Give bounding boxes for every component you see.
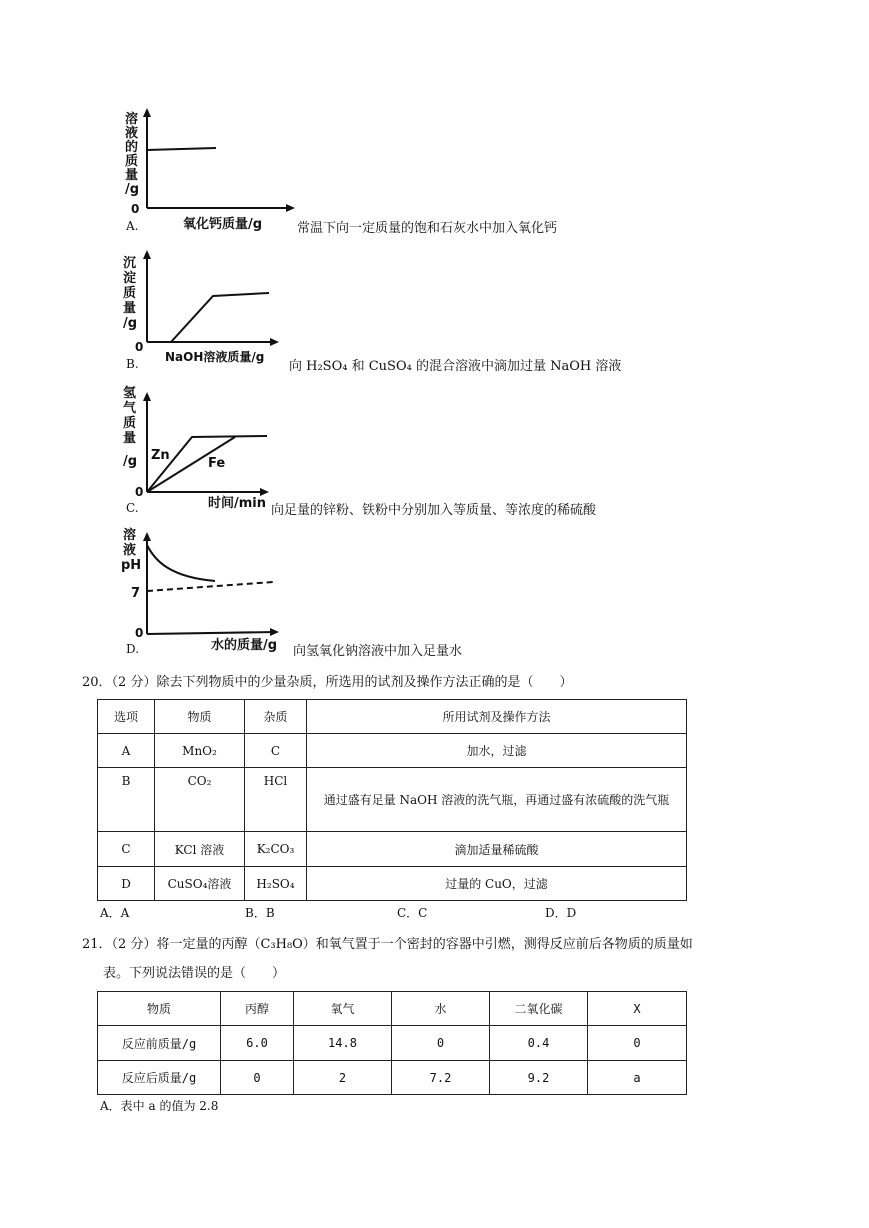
graph-a-svg bbox=[115, 105, 295, 232]
q21-header-cell: 氧气 bbox=[294, 992, 392, 1026]
graph-b-ylabel-4: /g bbox=[123, 316, 138, 331]
option-d-caption: 向氢氧化钠溶液中加入足量水 bbox=[293, 644, 463, 659]
graph-d-ylabel-0: 溶 bbox=[123, 528, 137, 543]
graph-d-ylabel-2: pH bbox=[121, 558, 142, 573]
graph-a-ylabel-3: 质 bbox=[125, 154, 139, 169]
q21-cell: 14.8 bbox=[294, 1026, 392, 1061]
q20-cell: H₂SO₄ bbox=[245, 867, 307, 901]
graph-a-ylabel-4: 量 bbox=[125, 168, 139, 183]
graph-b-ylabel-0: 沉 bbox=[123, 256, 137, 271]
graph-c-ylabel-1: 气 bbox=[123, 401, 137, 416]
q20-choice-d: D．D bbox=[545, 906, 577, 920]
q20-choice-c: C．C bbox=[397, 906, 428, 920]
q20-header-cell: 所用试剂及操作方法 bbox=[307, 700, 687, 734]
graph-b-ylabel-2: 质 bbox=[123, 286, 137, 301]
q20-cell: C bbox=[245, 734, 307, 768]
option-a-caption: 常温下向一定质量的饱和石灰水中加入氧化钙 bbox=[297, 221, 558, 236]
q20-cell: K₂CO₃ bbox=[245, 832, 307, 867]
q21-header-cell: 水 bbox=[392, 992, 490, 1026]
q20-cell: CuSO₄溶液 bbox=[155, 867, 245, 901]
graph-c-zn-curve bbox=[147, 436, 267, 492]
q20-cell: HCl bbox=[245, 768, 307, 832]
graph-c-xlabel: 时间/min bbox=[208, 496, 267, 511]
q21-cell: 反应前质量/g bbox=[98, 1026, 221, 1061]
q21-option-a: A．表中 a 的值为 2.8 bbox=[100, 1099, 219, 1113]
graph-d-curve bbox=[147, 545, 215, 581]
graph-d-svg bbox=[115, 525, 295, 655]
q21-cell: 2 bbox=[294, 1061, 392, 1095]
option-a-letter: A. bbox=[126, 219, 139, 233]
graph-b-svg bbox=[115, 245, 290, 370]
option-d-letter: D. bbox=[126, 642, 140, 656]
table-row bbox=[98, 1026, 687, 1061]
option-c-caption: 向足量的锌粉、铁粉中分别加入等质量、等浓度的稀硫酸 bbox=[271, 503, 597, 518]
q20-cell: D bbox=[98, 867, 155, 901]
q21-stem-line1: 21．（2 分）将一定量的丙醇（C₃H₈O）和氧气置于一个密封的容器中引燃，测得反应前后各物质的质量如 bbox=[82, 937, 693, 952]
graph-a-origin: 0 bbox=[131, 202, 140, 216]
q21-header-cell: X bbox=[588, 992, 687, 1026]
graph-c-ylabel-4: /g bbox=[123, 454, 138, 469]
table-row bbox=[98, 1061, 687, 1095]
graph-c-ylabel-0: 氢 bbox=[123, 386, 137, 401]
q20-stem: 20．（2 分）除去下列物质中的少量杂质，所选用的试剂及操作方法正确的是（ ） bbox=[82, 675, 573, 690]
q20-cell: MnO₂ bbox=[155, 734, 245, 768]
q21-cell: 6.0 bbox=[221, 1026, 294, 1061]
q20-cell: CO₂ bbox=[155, 768, 245, 832]
q20-choice-b: B．B bbox=[245, 906, 275, 920]
q20-choice-a: A．A bbox=[100, 906, 130, 920]
graph-a-xlabel: 氧化钙质量/g bbox=[183, 217, 263, 232]
graph-a-ylabel-0: 溶 bbox=[125, 112, 139, 127]
graph-d-ylabel-1: 液 bbox=[123, 543, 137, 558]
graph-d-tick-7: 7 bbox=[131, 586, 141, 601]
graph-d-xlabel: 水的质量/g bbox=[211, 638, 278, 653]
q20-cell: C bbox=[98, 832, 155, 867]
graph-a bbox=[115, 105, 295, 232]
q21-cell: 0 bbox=[392, 1026, 490, 1061]
q20-cell: B bbox=[98, 768, 155, 832]
graph-a-ylabel-5: /g bbox=[125, 182, 140, 197]
q20-header-cell: 杂质 bbox=[245, 700, 307, 734]
q20-header-cell: 选项 bbox=[98, 700, 155, 734]
table-row bbox=[98, 768, 687, 832]
q21-cell: 0.4 bbox=[490, 1026, 588, 1061]
option-c-letter: C. bbox=[126, 501, 139, 515]
q20-cell: A bbox=[98, 734, 155, 768]
q21-cell: 0 bbox=[221, 1061, 294, 1095]
graph-b-ylabel-1: 淀 bbox=[123, 271, 137, 286]
q21-header-row bbox=[98, 992, 687, 1026]
graph-c-zn-label: Zn bbox=[151, 448, 170, 463]
graph-c-fe-label: Fe bbox=[208, 456, 226, 471]
option-b-caption: 向 H₂SO₄ 和 CuSO₄ 的混合溶液中滴加过量 NaOH 溶液 bbox=[289, 359, 622, 374]
graph-a-ylabel-2: 的 bbox=[125, 140, 139, 155]
q21-header-cell: 物质 bbox=[98, 992, 221, 1026]
q20-header-cell: 物质 bbox=[155, 700, 245, 734]
q21-cell: 0 bbox=[588, 1026, 687, 1061]
q20-cell: 加水，过滤 bbox=[307, 734, 687, 768]
graph-b-ylabel-3: 量 bbox=[123, 301, 137, 316]
q20-cell: 通过盛有足量 NaOH 溶液的洗气瓶，再通过盛有浓硫酸的洗气瓶 bbox=[307, 768, 687, 832]
graph-b-origin: 0 bbox=[135, 340, 144, 354]
graph-c-svg bbox=[115, 385, 275, 515]
q20-header-row bbox=[98, 700, 687, 734]
table-row bbox=[98, 734, 687, 768]
graph-d bbox=[115, 525, 295, 655]
q21-cell: 9.2 bbox=[490, 1061, 588, 1095]
q21-table bbox=[97, 991, 687, 1095]
q21-header-cell: 二氧化碳 bbox=[490, 992, 588, 1026]
graph-c-ylabel-3: 量 bbox=[123, 431, 137, 446]
q20-cell: KCl 溶液 bbox=[155, 832, 245, 867]
q21-cell: 7.2 bbox=[392, 1061, 490, 1095]
graph-c-origin: 0 bbox=[135, 485, 144, 499]
graph-b bbox=[115, 245, 290, 370]
q21-cell: a bbox=[588, 1061, 687, 1095]
table-row bbox=[98, 867, 687, 901]
option-b-letter: B. bbox=[126, 357, 139, 371]
table-row bbox=[98, 832, 687, 867]
graph-a-ylabel-1: 液 bbox=[125, 126, 139, 141]
q21-cell: 反应后质量/g bbox=[98, 1061, 221, 1095]
graph-d-origin: 0 bbox=[135, 626, 144, 640]
q20-cell: 过量的 CuO，过滤 bbox=[307, 867, 687, 901]
graph-c bbox=[115, 385, 275, 515]
q21-stem-line2: 表。下列说法错误的是（ ） bbox=[103, 966, 286, 981]
graph-d-ph7-line bbox=[147, 582, 273, 591]
q20-cell: 滴加适量稀硫酸 bbox=[307, 832, 687, 867]
graph-a-curve bbox=[147, 148, 216, 150]
graph-b-curve bbox=[171, 293, 269, 342]
q20-table bbox=[97, 699, 687, 901]
q21-header-cell: 丙醇 bbox=[221, 992, 294, 1026]
graph-c-ylabel-2: 质 bbox=[123, 416, 137, 431]
graph-b-xlabel: NaOH溶液质量/g bbox=[165, 350, 265, 364]
